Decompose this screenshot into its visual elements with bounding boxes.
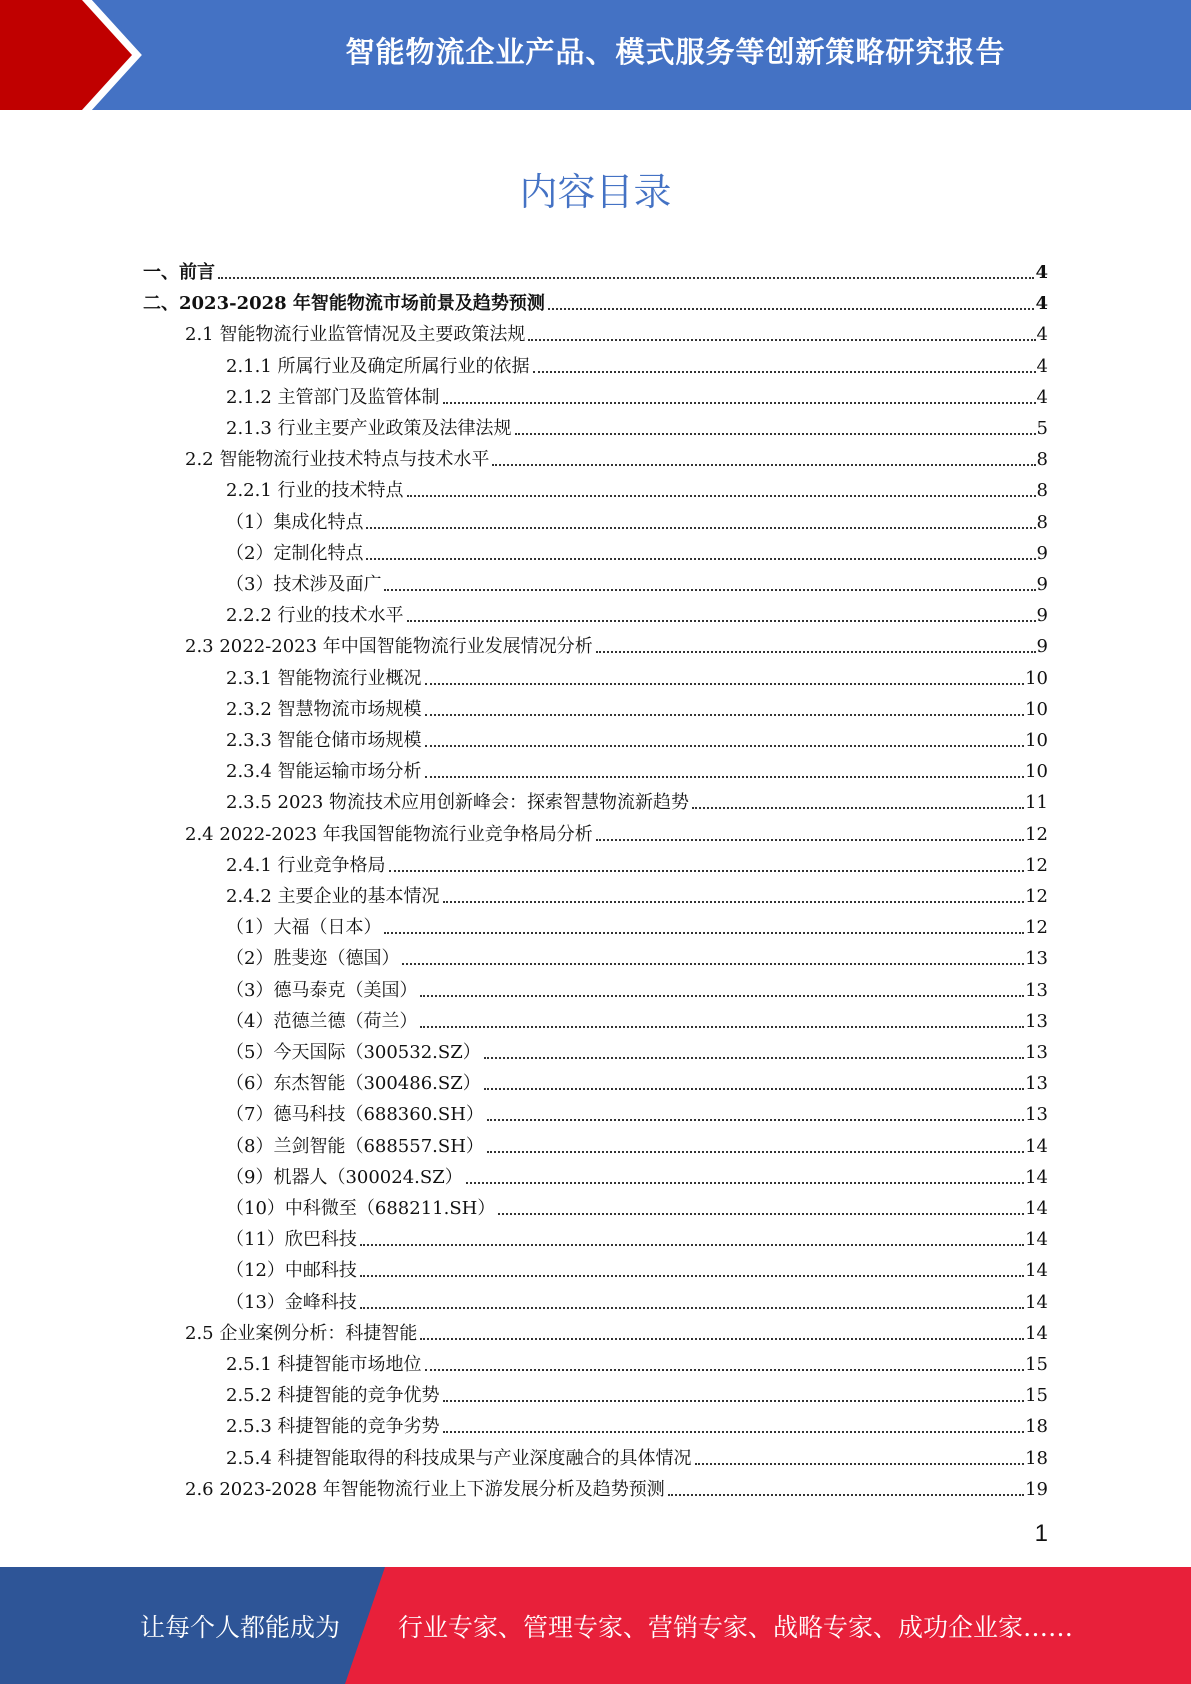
toc-entry-page: 15 (1025, 1385, 1048, 1407)
toc-entry-label: 2.1 智能物流行业监管情况及主要政策法规 (185, 324, 526, 346)
toc-leader-dots (407, 620, 1036, 622)
toc-entry[interactable] (143, 284, 1048, 315)
toc-entry[interactable] (185, 440, 1048, 471)
toc-leader-dots (425, 714, 1025, 716)
toc-entry[interactable] (185, 627, 1048, 658)
toc-leader-dots (366, 527, 1035, 529)
toc-leader-dots (533, 371, 1036, 373)
toc-entry-label: （9）机器人（300024.SZ） (226, 1166, 463, 1188)
toc-entry[interactable] (226, 1251, 1048, 1282)
toc-entry-label: 2.1.3 行业主要产业政策及法律法规 (226, 418, 512, 439)
toc-leader-dots (443, 1431, 1025, 1433)
footer-slogan-left: 让每个人都能成为 (140, 1612, 341, 1642)
toc-entry-label: （3）技术涉及面广 (226, 574, 382, 595)
toc-leader-dots (402, 963, 1024, 965)
toc-entry[interactable] (185, 815, 1048, 846)
toc-entry-page: 14 (1025, 1322, 1048, 1344)
toc-entry-page: 10 (1025, 698, 1048, 720)
toc-entry-page: 10 (1025, 667, 1048, 689)
toc-entry[interactable] (226, 877, 1048, 908)
toc-entry[interactable] (226, 1283, 1048, 1314)
toc-entry-label: （1）大福（日本） (226, 917, 382, 939)
toc-entry-label: 2.3.1 智能物流行业概况 (226, 667, 422, 689)
toc-entry[interactable] (226, 1064, 1048, 1095)
toc-entry-page: 13 (1025, 979, 1048, 1001)
toc-entry-page: 12 (1025, 886, 1048, 907)
toc-entry[interactable] (226, 659, 1048, 690)
toc-leader-dots (407, 495, 1036, 497)
toc-entry-page: 10 (1025, 761, 1048, 783)
toc-entry-page: 8 (1036, 480, 1048, 502)
toc-entry-label: （7）德马科技（688360.SH） (226, 1104, 484, 1126)
toc-entry[interactable] (226, 939, 1048, 970)
toc-leader-dots (484, 1057, 1024, 1059)
toc-entry[interactable] (226, 846, 1048, 877)
toc-leader-dots (425, 1369, 1025, 1371)
toc-entry[interactable] (226, 1127, 1048, 1158)
toc-entry-page: 11 (1025, 792, 1048, 814)
toc-entry[interactable] (226, 908, 1048, 939)
toc-entry-label: 2.4.1 行业竞争格局 (226, 854, 386, 876)
toc-entry[interactable] (226, 378, 1048, 409)
toc-entry-label: 2.1.1 所属行业及确定所属行业的依据 (226, 355, 530, 377)
toc-leader-dots (420, 1026, 1024, 1028)
toc-entry[interactable] (226, 565, 1048, 596)
toc-leader-dots (692, 807, 1024, 809)
toc-entry-label: （2）胜斐迩（德国） (226, 948, 400, 970)
toc-entry-label: 2.3.2 智慧物流市场规模 (226, 698, 422, 720)
toc-entry-page: 9 (1036, 636, 1048, 658)
toc-entry-label: 2.5.2 科捷智能的竞争优势 (226, 1385, 440, 1407)
toc-entry-page: 14 (1025, 1198, 1048, 1219)
toc-leader-dots (487, 1119, 1024, 1121)
toc-entry-label: 2.3 2022-2023 年中国智能物流行业发展情况分析 (185, 636, 593, 658)
toc-entry[interactable] (226, 721, 1048, 752)
toc-leader-dots (218, 277, 1034, 279)
toc-entry[interactable] (226, 471, 1048, 502)
toc-entry[interactable] (226, 1095, 1048, 1126)
toc-entry-label: （6）东杰智能（300486.SZ） (226, 1073, 481, 1095)
toc-leader-dots (498, 1213, 1024, 1215)
toc-entry[interactable] (185, 1314, 1048, 1345)
toc-leader-dots (389, 870, 1025, 872)
report-title: 智能物流企业产品、模式服务等创新策略研究报告 (345, 34, 1006, 69)
toc-entry-label: 2.5.3 科捷智能的竞争劣势 (226, 1416, 440, 1438)
toc-entry-page: 15 (1025, 1354, 1048, 1375)
toc-entry-page: 4 (1036, 355, 1048, 377)
toc-leader-dots (384, 932, 1024, 934)
toc-entry[interactable] (185, 1470, 1048, 1501)
toc-entry[interactable] (226, 1002, 1048, 1033)
toc-entry-page: 13 (1025, 1010, 1048, 1032)
toc-entry-label: （10）中科微至（688211.SH） (226, 1198, 496, 1219)
toc-entry-page: 14 (1025, 1166, 1048, 1188)
toc-entry-page: 8 (1036, 449, 1048, 471)
toc-leader-dots (366, 558, 1035, 560)
toc-leader-dots (443, 1400, 1025, 1402)
toc-heading: 内容目录 (519, 170, 672, 214)
toc-entry[interactable] (226, 690, 1048, 721)
footer-slogan-right: 行业专家、管理专家、营销专家、战略专家、成功企业家…… (398, 1612, 1074, 1642)
toc-entry[interactable] (226, 783, 1048, 814)
toc-entry[interactable] (185, 315, 1048, 346)
toc-leader-dots (360, 1307, 1024, 1309)
toc-entry-page: 12 (1025, 917, 1048, 939)
toc-leader-dots (596, 651, 1036, 653)
toc-leader-dots (515, 433, 1036, 435)
toc-leader-dots (425, 776, 1025, 778)
toc-leader-dots (492, 464, 1035, 466)
toc-leader-dots (443, 402, 1036, 404)
chevron-arrow-icon (0, 0, 160, 110)
toc-entry[interactable] (226, 409, 1048, 440)
toc-leader-dots (425, 683, 1025, 685)
toc-entry-label: 2.5.4 科捷智能取得的科技成果与产业深度融合的具体情况 (226, 1447, 692, 1469)
toc-entry-page: 13 (1025, 948, 1048, 970)
toc-entry[interactable] (226, 347, 1048, 378)
toc-entry-page: 19 (1025, 1478, 1048, 1500)
toc-leader-dots (668, 1494, 1024, 1496)
toc-entry-page: 9 (1036, 574, 1048, 595)
toc-entry-label: 2.6 2023-2028 年智能物流行业上下游发展分析及趋势预测 (185, 1478, 665, 1500)
toc-entry-page: 4 (1036, 324, 1048, 346)
toc-leader-dots (360, 1275, 1024, 1277)
toc-leader-dots (466, 1182, 1024, 1184)
page-footer (0, 1567, 1191, 1684)
toc-entry-page: 18 (1025, 1447, 1048, 1469)
toc-entry-page: 14 (1025, 1229, 1048, 1251)
toc-entry[interactable] (226, 1033, 1048, 1064)
toc-entry[interactable] (226, 971, 1048, 1002)
toc-entry-label: （1）集成化特点 (226, 511, 364, 533)
toc-entry[interactable] (226, 1189, 1048, 1220)
toc-entry-page: 4 (1035, 293, 1048, 315)
toc-entry-label: （8）兰剑智能（688557.SH） (226, 1135, 484, 1157)
toc-entry[interactable] (226, 1158, 1048, 1189)
toc-leader-dots (484, 1088, 1024, 1090)
toc-leader-dots (360, 1244, 1024, 1246)
toc-entry-label: 2.3.5 2023 物流技术应用创新峰会：探索智慧物流新趋势 (226, 792, 690, 814)
toc-entry[interactable] (226, 1376, 1048, 1407)
toc-leader-dots (548, 308, 1035, 310)
toc-leader-dots (425, 745, 1025, 747)
toc-entry-label: （5）今天国际（300532.SZ） (226, 1042, 481, 1063)
toc-entry-page: 12 (1025, 854, 1048, 876)
toc-entry-label: 2.3.3 智能仓储市场规模 (226, 730, 422, 751)
toc-entry-page: 8 (1036, 511, 1048, 533)
toc-entry[interactable] (226, 1345, 1048, 1376)
toc-entry-label: 一、前言 (143, 262, 215, 283)
toc-entry-page: 18 (1025, 1416, 1048, 1438)
toc-entry-page: 14 (1025, 1291, 1048, 1313)
toc-entry-page: 12 (1025, 823, 1048, 845)
toc-entry-label: （11）欣巴科技 (226, 1229, 357, 1251)
toc-entry[interactable] (226, 1439, 1048, 1470)
toc-entry-label: 2.5 企业案例分析：科捷智能 (185, 1322, 418, 1344)
toc-entry-label: （12）中邮科技 (226, 1260, 357, 1282)
toc-entry-label: 2.3.4 智能运输市场分析 (226, 761, 422, 783)
toc-entry-page: 13 (1025, 1042, 1048, 1063)
toc-entry-page: 4 (1035, 262, 1048, 283)
toc-entry-label: 2.4 2022-2023 年我国智能物流行业竞争格局分析 (185, 823, 593, 845)
toc-leader-dots (420, 995, 1024, 997)
toc-entry-page: 13 (1025, 1073, 1048, 1095)
toc-entry-label: （2）定制化特点 (226, 542, 364, 564)
toc-entry[interactable] (226, 1407, 1048, 1438)
toc-leader-dots (443, 901, 1025, 903)
toc-entry[interactable] (226, 503, 1048, 534)
toc-entry-label: 2.2.2 行业的技术水平 (226, 605, 404, 627)
toc-entry[interactable] (226, 596, 1048, 627)
toc-entry-label: 2.4.2 主要企业的基本情况 (226, 886, 440, 907)
page-number: 1 (1034, 1520, 1048, 1547)
toc-entry-page: 14 (1025, 1260, 1048, 1282)
toc-leader-dots (596, 839, 1024, 841)
toc-entry-page: 5 (1036, 418, 1048, 439)
toc-entry-label: 二、2023-2028 年智能物流市场前景及趋势预测 (143, 293, 545, 315)
toc-entry-label: 2.2.1 行业的技术特点 (226, 480, 404, 502)
page-header (0, 0, 1191, 110)
toc-entry-label: 2.5.1 科捷智能市场地位 (226, 1354, 422, 1375)
toc-entry[interactable] (226, 752, 1048, 783)
toc-entry-page: 13 (1025, 1104, 1048, 1126)
toc-entry-label: （13）金峰科技 (226, 1291, 357, 1313)
toc-entry[interactable] (143, 253, 1048, 284)
toc-leader-dots (420, 1338, 1024, 1340)
toc-entry-page: 9 (1036, 605, 1048, 627)
toc-leader-dots (384, 589, 1035, 591)
toc-entry[interactable] (226, 534, 1048, 565)
toc-entry-label: 2.1.2 主管部门及监管体制 (226, 386, 440, 408)
toc-leader-dots (487, 1151, 1024, 1153)
toc-entry-label: 2.2 智能物流行业技术特点与技术水平 (185, 449, 490, 471)
toc-entry-page: 14 (1025, 1135, 1048, 1157)
toc-entry-page: 9 (1036, 542, 1048, 564)
toc-leader-dots (528, 339, 1035, 341)
toc-entry[interactable] (226, 1220, 1048, 1251)
toc-entry-label: （4）范德兰德（荷兰） (226, 1010, 418, 1032)
toc-entry-page: 4 (1036, 386, 1048, 408)
toc-entry-page: 10 (1025, 730, 1048, 751)
toc-leader-dots (695, 1463, 1025, 1465)
toc-entry-label: （3）德马泰克（美国） (226, 979, 418, 1001)
